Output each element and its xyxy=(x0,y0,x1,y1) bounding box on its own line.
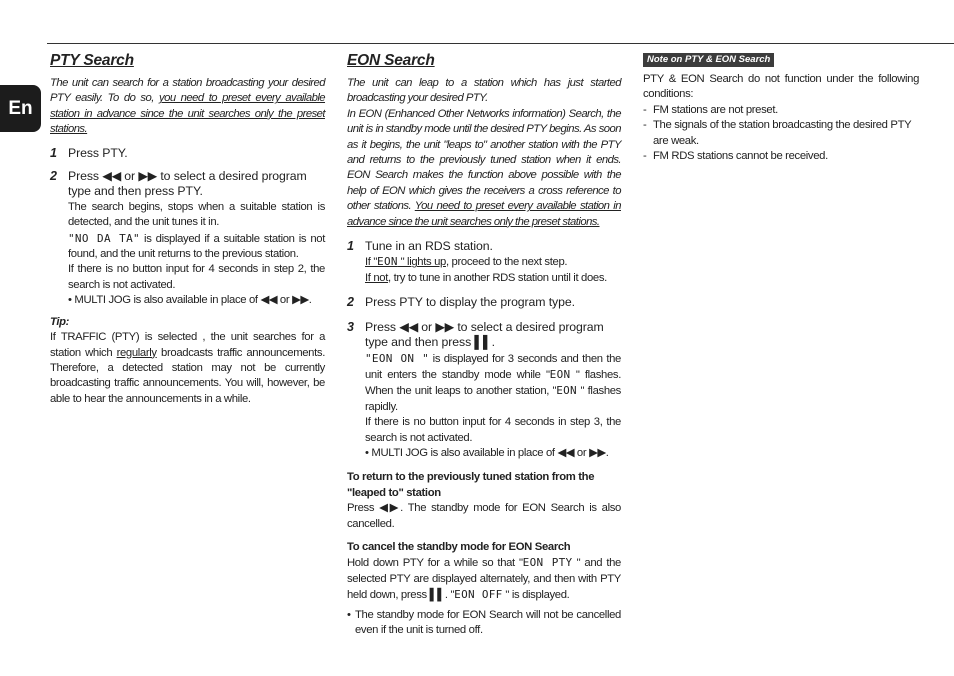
step-text: Press PTY to display the program type. xyxy=(365,295,575,310)
cancel-text: Hold down PTY for a while so that "EON PTY " and the selected PTY are displayed alternately, and then with PTY held down, press ▌▌. "EON OFF " is displayed. xyxy=(347,556,621,602)
step-detail-bullet: • MULTI JOG is also available in place of ◀◀ or ▶▶. xyxy=(68,294,312,307)
note-text: PTY & EON Search do not function under the following conditions: xyxy=(643,73,919,101)
pty-intro-underlined: you need to preset every available station in advance since the unit searches only the preset stations. xyxy=(50,92,326,136)
lcd-text: EON PTY xyxy=(522,556,573,570)
step-number: 2 xyxy=(347,295,354,310)
lcd-text: "NO DA TA" xyxy=(68,231,140,245)
step-detail-bullet: • MULTI JOG is also available in place of ◀◀ or ▶▶. xyxy=(365,446,609,459)
step-detail: If there is no button input for 4 seconds in step 2, the search is not activated. xyxy=(68,263,325,291)
step-number: 1 xyxy=(50,145,57,160)
eon-step-1 xyxy=(347,239,621,286)
tip-label: Tip: xyxy=(50,315,70,328)
note-item: - FM stations are not preset. xyxy=(643,103,778,116)
step-text: Press ◀◀ or ▶▶ to select a desired program type and then press ▌▌. xyxy=(365,319,604,350)
top-rule xyxy=(47,43,954,44)
lcd-text: EON OFF xyxy=(454,588,503,602)
lcd-text: "EON ON " xyxy=(365,351,430,365)
eon-step-3 xyxy=(347,320,621,462)
step-detail: If there is no button input for 4 seconds in step 3, the search is not activated. xyxy=(365,416,621,444)
return-heading: To return to the previously tuned station from the "leaped to" station xyxy=(347,471,595,499)
step-text: Press PTY. xyxy=(68,145,128,160)
pty-intro-text: The unit can search for a station broadcasting your desired PTY easily. To do so, xyxy=(50,77,325,105)
step-number: 1 xyxy=(347,239,354,254)
eon-step-2 xyxy=(347,295,621,310)
eon-search-title: EON Search xyxy=(347,52,435,69)
step-detail: "NO DA TA" is displayed if a suitable station is not found, and the unit returns to the previous station. xyxy=(68,231,325,261)
return-text: Press ◀▶. The standby mode for EON Search is also cancelled. xyxy=(347,502,621,530)
eon-intro: The unit can leap to a station which has just started broadcasting your desired PTY. In EON (Enhanced Other Networks information) Search, the unit is in standby mode until the desired PTY begins. As soon as it begins, the unit "leaps to" another station with the PTY and returns to the previously tuned station when it ends. EON Search makes the function above possible with the help of EON which gives the receivers a cross reference to other stations. You need to preset every available station in advance since the unit searches only the preset stations. xyxy=(347,77,621,228)
step-detail: If not, try to tune in another RDS station until it does. xyxy=(365,271,607,284)
note-item: - The signals of the station broadcasting the desired PTY are weak. xyxy=(643,119,912,147)
lcd-text: EON xyxy=(549,367,571,381)
step-detail: "EON ON " is displayed for 3 seconds and then the unit enters the standby mode while "EON " flashes. When the unit leaps to another station, "EON " flashes rapidly. xyxy=(365,351,621,413)
step-number: 3 xyxy=(347,319,354,334)
note-section xyxy=(643,52,919,164)
language-tab xyxy=(0,85,41,132)
lcd-text: EON xyxy=(377,255,398,269)
step-detail: The search begins, stops when a suitable station is detected, and the unit tunes it in. xyxy=(68,200,325,229)
step-text: Press ◀◀ or ▶▶ to select a desired program type and then press PTY. xyxy=(68,169,307,199)
note-badge: Note on PTY & EON Search xyxy=(643,53,774,67)
cancel-heading: To cancel the standby mode for EON Search xyxy=(347,540,571,553)
pty-step-1 xyxy=(50,146,325,161)
note-item: - FM RDS stations cannot be received. xyxy=(643,150,828,163)
pty-search-title: PTY Search xyxy=(50,52,134,69)
tip-text: If TRAFFIC (PTY) is selected , the unit searches for a station which regularly broadcasts traffic announcements. Therefore, a detected station may not be currently broadcasting traffic announcements. You will, however, be able to hear the announcements in a while. xyxy=(50,331,325,405)
step-number: 2 xyxy=(50,169,57,184)
pty-step-2 xyxy=(50,169,325,309)
eon-search-section xyxy=(347,52,621,638)
cancel-note: • The standby mode for EON Search will not be cancelled even if the unit is turned off. xyxy=(347,608,621,636)
language-tab-label: En xyxy=(8,97,33,119)
step-detail: If "EON " lights up, proceed to the next step. xyxy=(365,255,568,269)
lcd-text: EON xyxy=(556,384,577,398)
pty-search-section xyxy=(50,52,325,407)
pty-intro xyxy=(50,76,325,138)
step-text: Tune in an RDS station. xyxy=(365,239,493,254)
